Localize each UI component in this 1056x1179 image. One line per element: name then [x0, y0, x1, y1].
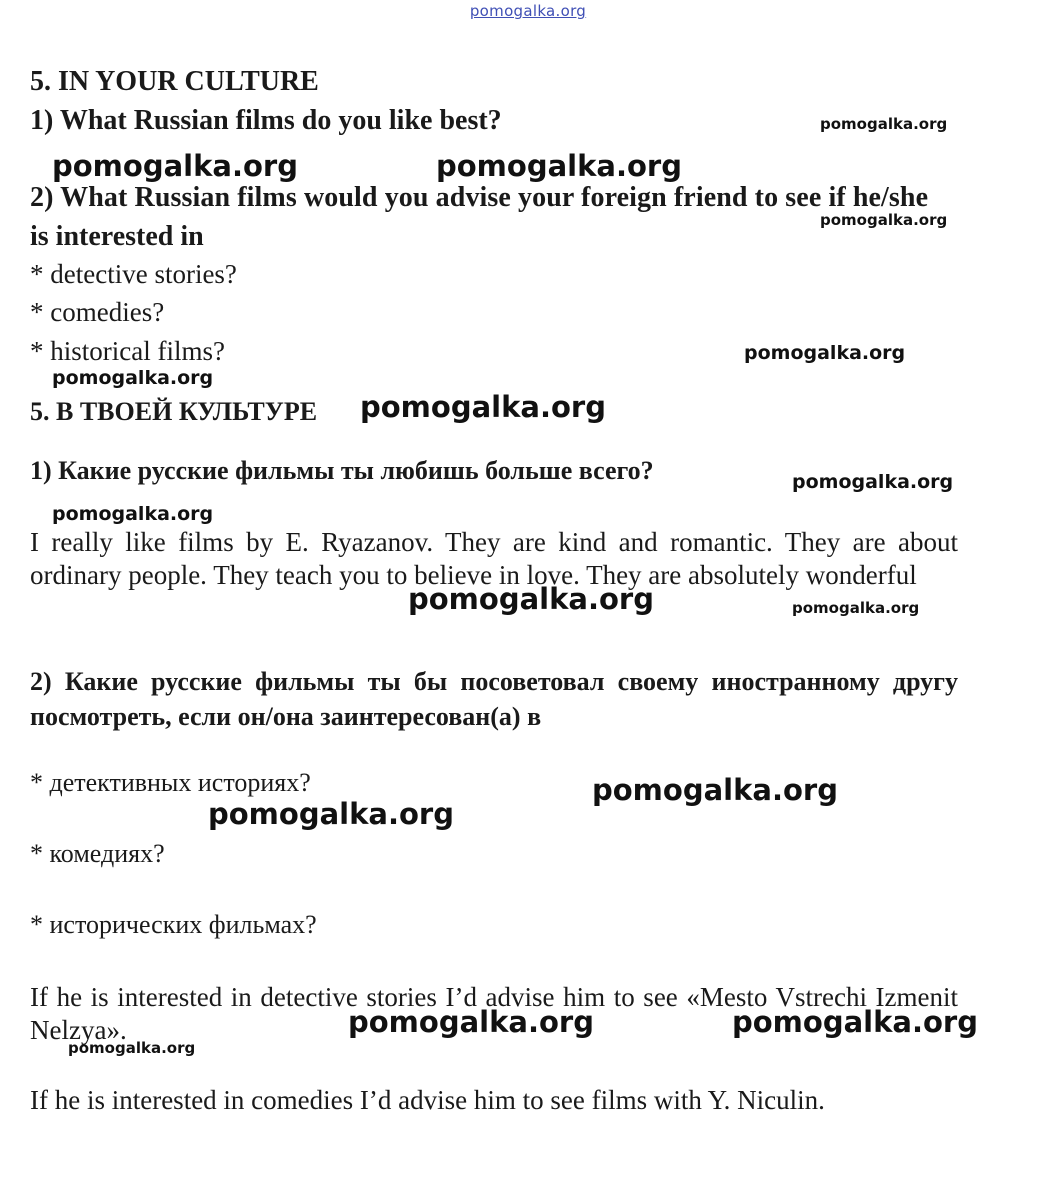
question-2-ru: 2) Какие русские фильмы ты бы посоветовал своему иностранному другу посмотреть, если он/она заинтересован(а) в [30, 667, 958, 731]
answer-1: I really like films by E. Ryazanov. They are kind and romantic. They are about ordinary people. They teach you to believe in love. They are absolutely wonderful [30, 527, 958, 590]
watermark: pomogalka.org [592, 773, 838, 807]
list-item-en: * comedies? [30, 297, 165, 327]
list-item-en: * detective stories? [30, 259, 237, 289]
watermark: pomogalka.org [52, 367, 214, 389]
watermark: pomogalka.org [360, 390, 606, 424]
watermark: pomogalka.org [208, 797, 454, 831]
question-1-ru: 1) Какие русские фильмы ты любишь больше всего? [30, 456, 654, 485]
answer-3: If he is interested in comedies I’d advise him to see films with Y. Niculin. [30, 1085, 825, 1115]
section-heading-en: 5. IN YOUR CULTURE [30, 66, 319, 97]
watermark: pomogalka.org [68, 1039, 196, 1057]
watermark: pomogalka.org [52, 149, 298, 183]
site-link-header[interactable]: pomogalka.org [469, 2, 587, 20]
list-item-ru: * комедиях? [30, 839, 165, 868]
watermark: pomogalka.org [732, 1005, 978, 1039]
watermark: pomogalka.org [820, 211, 948, 229]
watermark: pomogalka.org [744, 342, 906, 364]
list-item-ru: * исторических фильмах? [30, 910, 317, 939]
list-item-ru: * детективных историях? [30, 768, 311, 797]
question-2-en-line2: is interested in [30, 221, 204, 252]
answer-2: If he is interested in detective stories I’d advise him to see «Mesto Vstrechi Izmenit Nelzya». [30, 982, 958, 1045]
watermark: pomogalka.org [792, 471, 954, 493]
watermark: pomogalka.org [348, 1005, 594, 1039]
watermark: pomogalka.org [792, 599, 920, 617]
section-heading-ru: 5. В ТВОЕЙ КУЛЬТУРЕ [30, 397, 318, 426]
watermark: pomogalka.org [52, 503, 214, 525]
watermark: pomogalka.org [408, 582, 654, 616]
question-2-en-line1: 2) What Russian films would you advise your foreign friend to see if he/she [30, 182, 929, 213]
watermark: pomogalka.org [820, 115, 948, 133]
question-1-en: 1) What Russian films do you like best? [30, 105, 502, 136]
watermark: pomogalka.org [436, 149, 682, 183]
list-item-en: * historical films? [30, 336, 225, 366]
